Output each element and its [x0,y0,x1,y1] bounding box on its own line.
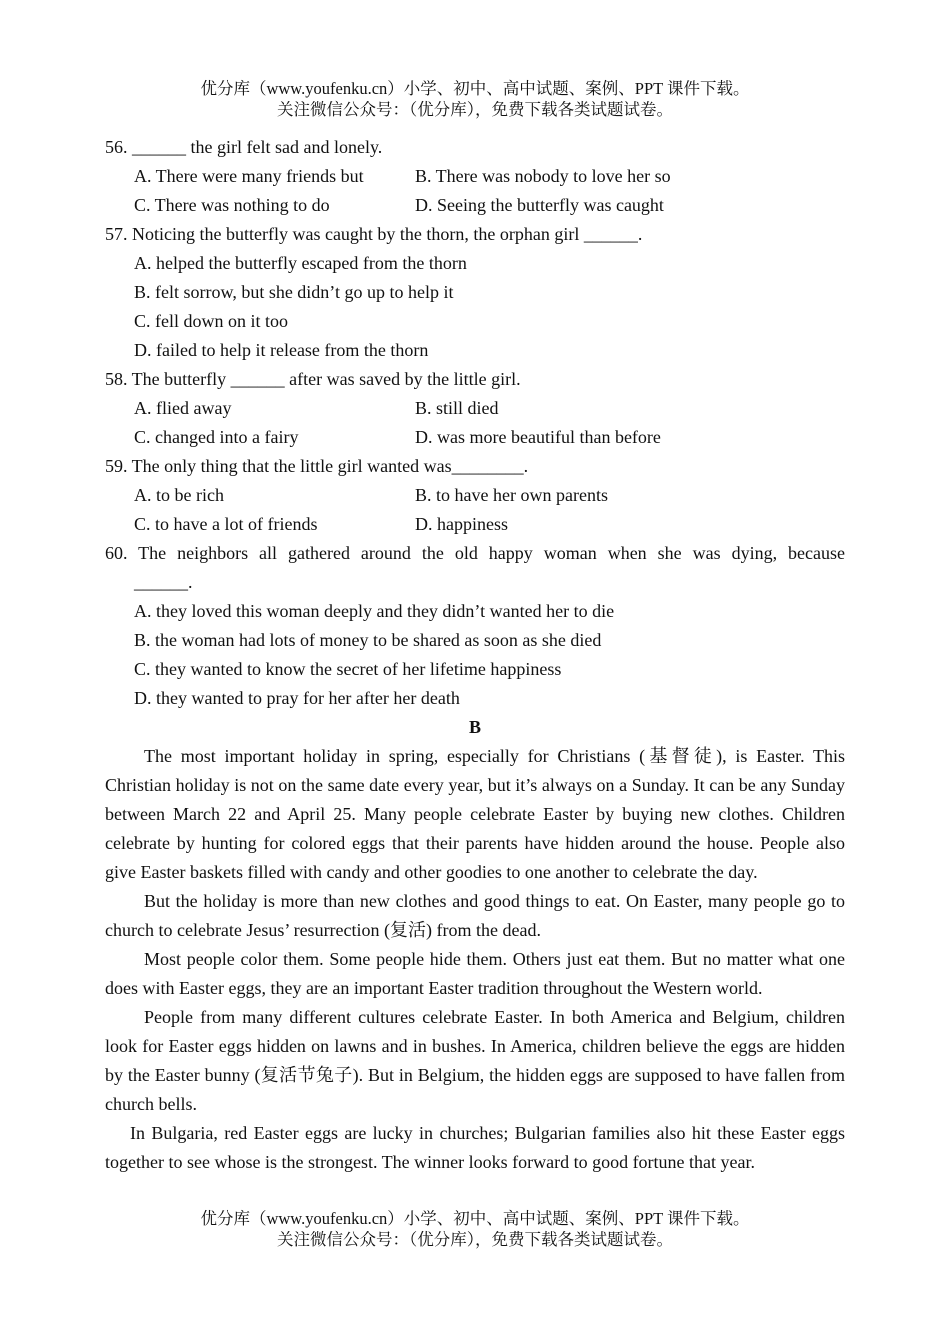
question-stem: 57. Noticing the butterfly was caught by the thorn, the orphan girl ______. [105,224,643,244]
option-b: B. the woman had lots of money to be shared as soon as she died [134,630,602,650]
page-header [0,78,950,120]
question-stem: 60. The neighbors all gathered around the old happy woman when she was dying, because [105,543,845,563]
option-a: A. helped the butterfly escaped from the thorn [134,253,467,273]
option-b: B. There was nobody to love her so [415,166,671,186]
option-c: C. fell down on it too [134,311,288,331]
passage-paragraph: The most important holiday in spring, especially for Christians (基督徒), is Easter. This Christian holiday is not on the same date every year, but it’s always on a Sunday. It can be any Sunday between March 22 and April 25. Many people celebrate Easter by buying new clothes. Children celebrate by hunting for colored eggs that their parents have hidden around the house. People also give Easter baskets filled with candy and other goodies to one another to celebrate the day. [105,746,845,882]
header-line-1: 优分库（www.youfenku.cn）小学、初中、高中试题、案例、PPT 课件下载。 [200,79,750,98]
footer-line-1: 优分库（www.youfenku.cn）小学、初中、高中试题、案例、PPT 课件下载。 [200,1209,750,1228]
option-d: D. happiness [415,514,508,534]
question-stem-continuation: ______. [134,572,193,592]
passage-paragraph: In Bulgaria, red Easter eggs are lucky in churches; Bulgarian families also hit these Easter eggs together to see whose is the strongest. The winner looks forward to good fortune that year. [105,1123,845,1172]
header-line-2: 关注微信公众号：（优分库），免费下载各类试题试卷。 [277,100,673,119]
question-57 [105,220,845,365]
question-56 [105,133,845,220]
page-footer [0,1208,950,1250]
option-row [105,394,845,423]
question-60 [105,539,845,713]
document-body [105,133,845,1177]
option-b: B. still died [415,398,499,418]
question-stem: 56. ______ the girl felt sad and lonely. [105,137,383,157]
footer-line-2: 关注微信公众号：（优分库），免费下载各类试题试卷。 [277,1230,673,1249]
option-b: B. felt sorrow, but she didn’t go up to help it [134,282,454,302]
passage-paragraph: People from many different cultures celebrate Easter. In both America and Belgium, children look for Easter eggs hidden on lawns and in bushes. In America, children believe the eggs are hidden by the Easter bunny (复活节兔子). But in Belgium, the hidden eggs are supposed to have fallen from church bells. [105,1007,845,1114]
option-c: C. to have a lot of friends [134,514,318,534]
option-row [105,423,845,452]
question-58 [105,365,845,452]
option-d: D. they wanted to pray for her after her death [134,688,460,708]
question-stem: 59. The only thing that the little girl wanted was________. [105,456,529,476]
question-stem: 58. The butterfly ______ after was saved by the little girl. [105,369,521,389]
section-title: B [468,717,481,737]
option-a: A. There were many friends but [134,166,364,186]
option-row [105,162,845,191]
option-d: D. failed to help it release from the thorn [134,340,429,360]
option-c: C. changed into a fairy [134,427,299,447]
option-d: D. Seeing the butterfly was caught [415,195,664,215]
passage-paragraph: Most people color them. Some people hide them. Others just eat them. But no matter what one does with Easter eggs, they are an important Easter tradition throughout the Western world. [105,949,845,998]
option-d: D. was more beautiful than before [415,427,661,447]
passage-paragraph: But the holiday is more than new clothes and good things to eat. On Easter, many people go to church to celebrate Jesus’ resurrection (复活) from the dead. [105,891,845,940]
option-c: C. There was nothing to do [134,195,330,215]
option-row [105,191,845,220]
question-59 [105,452,845,539]
option-c: C. they wanted to know the secret of her lifetime happiness [134,659,562,679]
option-a: A. they loved this woman deeply and they didn’t wanted her to die [134,601,615,621]
option-a: A. to be rich [134,485,224,505]
option-row [105,510,845,539]
option-b: B. to have her own parents [415,485,608,505]
option-row [105,481,845,510]
option-a: A. flied away [134,398,232,418]
